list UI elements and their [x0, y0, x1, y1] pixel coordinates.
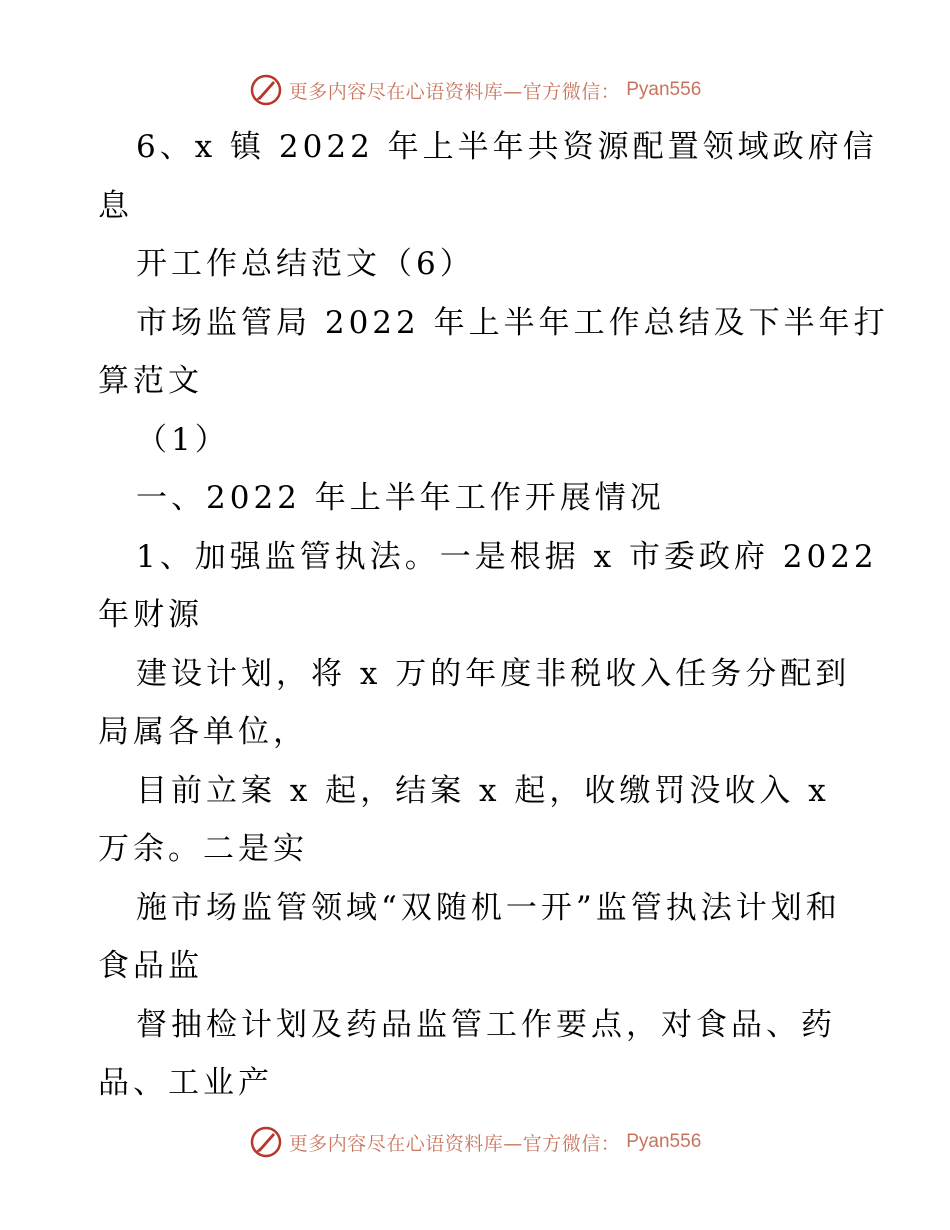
- text-line: 局属各单位，: [98, 714, 308, 750]
- text-line: 息: [98, 187, 133, 224]
- watermark-handle: Pyan556: [626, 79, 702, 100]
- text-line: 万余。二是实: [98, 831, 308, 867]
- document-body: [98, 118, 889, 1113]
- watermark-text: 更多内容尽在心语资料库—官方微信：: [288, 80, 621, 103]
- text-line: 督抽检计划及药品监管工作要点，对食品、药: [136, 1006, 836, 1043]
- text-line: 施市场监管领域“双随机一开”监管执法计划和: [136, 889, 841, 926]
- text-line: 品、工业产: [98, 1065, 273, 1101]
- text-line: 1、加强监管执法。一是根据 x 市委政府 2022: [136, 538, 878, 575]
- text-line: 食品监: [98, 948, 203, 984]
- text-line: 开工作总结范文（6）: [136, 246, 475, 282]
- text-line: 建设计划，将 x 万的年度非税收入任务分配到: [136, 655, 851, 692]
- header-watermark: [0, 70, 950, 110]
- text-line: 目前立案 x 起，结案 x 起，收缴罚没收入 x: [136, 772, 830, 809]
- text-line: （1）: [136, 421, 230, 458]
- watermark-text: 更多内容尽在心语资料库—官方微信：: [288, 1132, 621, 1155]
- text-line: 年财源: [98, 597, 203, 633]
- text-line: 算范文: [98, 363, 203, 399]
- section-heading: 一、2022 年上半年工作开展情况: [136, 480, 665, 516]
- text-line: 市场监管局 2022 年上半年工作总结及下半年打: [136, 304, 889, 341]
- watermark-handle: Pyan556: [626, 1131, 702, 1152]
- text-line: 6、x 镇 2022 年上半年共资源配置领域政府信: [136, 129, 878, 165]
- quill-pen-seal-icon: [249, 1125, 283, 1159]
- quill-pen-seal-icon: [249, 73, 283, 107]
- footer-watermark: [0, 1122, 950, 1162]
